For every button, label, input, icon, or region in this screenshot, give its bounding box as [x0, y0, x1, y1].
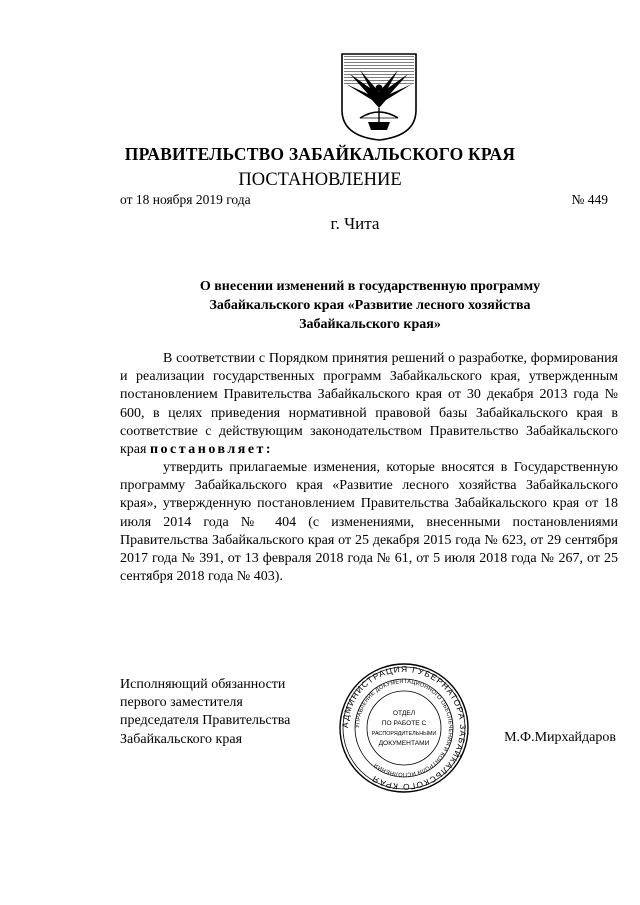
signer-position	[120, 676, 290, 749]
government-title: ПРАВИТЕЛЬСТВО ЗАБАЙКАЛЬСКОГО КРАЯ	[124, 144, 516, 164]
stamp-center-line: ОТДЕЛ	[392, 710, 416, 717]
document-date: от 18 ноября 2019 года	[120, 192, 251, 207]
resolves-word: постановляет:	[149, 442, 274, 458]
stamp-center-line: ПО РАБОТЕ С	[381, 720, 427, 727]
stamp-inner-text: УПРАВЛЕНИЕ ДОКУМЕНТАЦИОННОГО ОБЕСПЕЧЕНИЯ И КОНТРОЛЯ ИСПОЛНЕНИЯ	[354, 678, 454, 778]
signer-line: первого заместителя	[120, 695, 243, 711]
signer-line: председателя Правительства	[120, 713, 291, 729]
document-number: № 449	[571, 192, 608, 207]
preamble-paragraph	[120, 350, 618, 459]
subject-line: Забайкальского края»	[299, 317, 441, 332]
stamp-center-line: ДОКУМЕНТАМИ	[378, 740, 430, 747]
preamble-text: В соответствии с Порядком принятия решений о разработке, формирования и реализации государственных программ Забайкальского края, утвержденным постановлением Правительства Забайкальского края от 30 декабря 2013 года № 600, в целях приведения нормативной правовой базы Забайкальского края в соответствие с действующим законодательством Правительство Забайкальского края	[120, 351, 618, 458]
stamp-center-line: РАСПОРЯДИТЕЛЬНЫМИ	[371, 731, 437, 737]
svg-text:УПРАВЛЕНИЕ ДОКУМЕНТАЦИОННОГО О	[355, 679, 453, 777]
subject-line: О внесении изменений в государственную программу	[199, 279, 541, 294]
coat-of-arms-icon	[340, 52, 418, 142]
document-subject	[120, 277, 620, 334]
signer-name: М.Ф.Мирхайдаров	[504, 730, 616, 745]
official-stamp-icon	[338, 662, 470, 794]
signer-line: Забайкальского края	[120, 731, 243, 747]
stamp-outer-text: АДМИНИСТРАЦИЯ ГУБЕРНАТОРА ЗАБАЙКАЛЬСКОГО КРАЯ	[339, 663, 469, 793]
document-type: ПОСТАНОВЛЕНИЕ	[238, 170, 402, 190]
document-city: г. Чита	[330, 214, 380, 233]
signer-line: Исполняющий обязанности	[120, 677, 286, 692]
resolution-paragraph: утвердить прилагаемые изменения, которые вносятся в Государственную программу Забайкальского края «Развитие лесного хозяйства Забайкальского края», утвержденную постановлением Правительства Забайкальского края от 18 июля 2014 года № 404 (с изменениями, внесенными постановлениями Правительства Забайкальского края от 25 декабря 2015 года № 623, от 29 сентября 2017 года № 391, от 13 февраля 2018 года № 61, от 5 июля 2018 года № 267, от 25 сентября 2018 года № 403).	[120, 460, 618, 585]
subject-line: Забайкальского края «Развитие лесного хозяйства	[209, 298, 531, 313]
